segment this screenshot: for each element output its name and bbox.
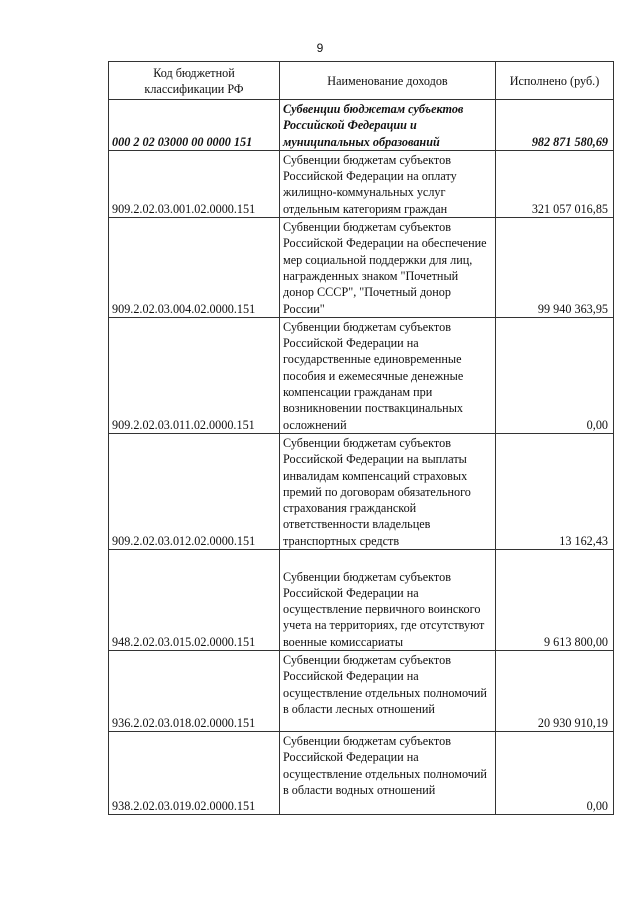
page-number: 9 [316,41,324,55]
table-row [109,433,614,549]
row-code: 909.2.02.03.001.02.0000.151 [109,150,280,217]
revenue-table [108,61,614,815]
table-row [109,550,614,651]
row-code: 936.2.02.03.018.02.0000.151 [109,651,280,732]
row-name: Субвенции бюджетам субъектов Российской Федерации на государственные единовременные пособия и ежемесячные денежные компенсации гражданам при возникновении поствакцинальных осложнений [280,317,496,433]
row-amount: 321 057 016,85 [496,150,614,217]
table-row-total [109,100,614,151]
header-amount: Исполнено (руб.) [496,62,614,100]
table-row [109,651,614,732]
row-amount: 99 940 363,95 [496,218,614,318]
row-name: Субвенции бюджетам субъектов Российской Федерации на осуществление первичного воинского учета на территориях, где отсутствуют военные комиссариаты [280,550,496,651]
row-amount: 0,00 [496,317,614,433]
table-row [109,317,614,433]
table-row [109,150,614,217]
row-amount: 13 162,43 [496,433,614,549]
header-name: Наименование доходов [280,62,496,100]
row-name: Субвенции бюджетам субъектов Российской Федерации на обеспечение мер социальной поддержки для лиц, награжденных знаком "Почетный донор СССР", "Почетный донор России" [280,218,496,318]
row-code: 909.2.02.03.004.02.0000.151 [109,218,280,318]
row-name: Субвенции бюджетам субъектов Российской Федерации на оплату жилищно-коммунальных услуг отдельным категориям граждан [280,150,496,217]
row-code: 948.2.02.03.015.02.0000.151 [109,550,280,651]
row-amount: 20 930 910,19 [496,651,614,732]
row-name: Субвенции бюджетам субъектов Российской Федерации на выплаты инвалидам компенсаций страховых премий по договорам обязательного страхования гражданской ответственности владельцев транспортных средств [280,433,496,549]
total-amount: 982 871 580,69 [496,100,614,151]
table-header-row [109,62,614,100]
total-code: 000 2 02 03000 00 0000 151 [109,100,280,151]
table-row [109,218,614,318]
row-code: 909.2.02.03.011.02.0000.151 [109,317,280,433]
row-code: 938.2.02.03.019.02.0000.151 [109,732,280,815]
total-name: Субвенции бюджетам субъектов Российской Федерации и муниципальных образований [280,100,496,151]
row-amount: 9 613 800,00 [496,550,614,651]
row-code: 909.2.02.03.012.02.0000.151 [109,433,280,549]
header-code: Код бюджетной классификации РФ [109,62,280,100]
row-name: Субвенции бюджетам субъектов Российской Федерации на осуществление отдельных полномочий в области лесных отношений [280,651,496,732]
table-row [109,732,614,815]
row-name: Субвенции бюджетам субъектов Российской Федерации на осуществление отдельных полномочий в области водных отношений [280,732,496,815]
row-amount: 0,00 [496,732,614,815]
